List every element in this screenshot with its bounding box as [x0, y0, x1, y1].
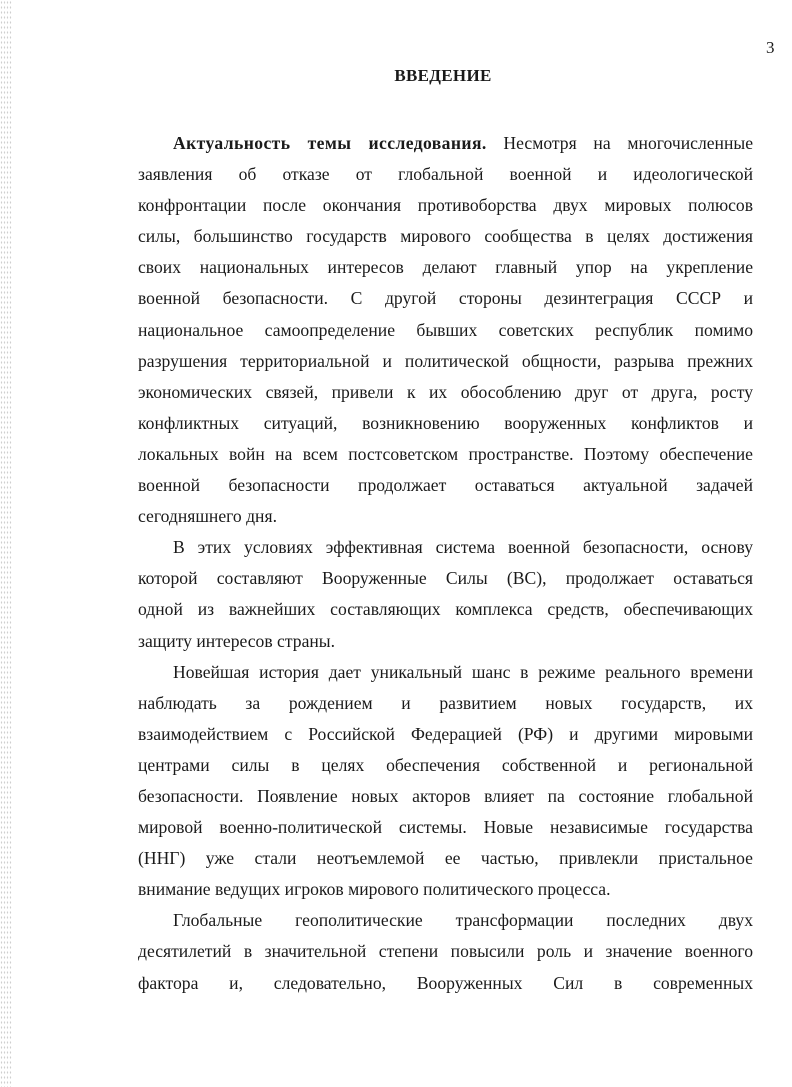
text-line: локальных войн на всем постсоветском пространстве. Поэтому обеспечение — [138, 443, 753, 464]
paragraph-lead-heading: Актуальность темы исследования. — [173, 133, 487, 153]
paragraph-relevance — [138, 128, 753, 532]
text-line: своих национальных интересов делают главный упор на укрепление — [138, 257, 753, 278]
scan-edge-artifact — [0, 0, 12, 1087]
text-line: конфликтных ситуаций, возникновению вооруженных конфликтов и — [138, 412, 753, 433]
text-line: силы, большинство государств мирового сообщества в целях достижения — [138, 226, 753, 247]
text-line: сегодняшнего дня. — [138, 506, 277, 527]
text-line: защиту интересов страны. — [138, 630, 336, 651]
paragraph-armed-forces — [138, 532, 753, 656]
text-line: В этих условиях эффективная система военной безопасности, основу — [173, 537, 753, 558]
document-body — [138, 128, 753, 999]
text-line: фактора и, следовательно, Вооруженных Сил в современных — [138, 972, 753, 993]
text-line: национальное самоопределение бывших советских республик помимо — [138, 319, 753, 340]
text-line: которой составляют Вооруженные Силы (ВС), продолжает оставаться — [138, 568, 753, 589]
paragraph-geopolitical — [138, 905, 753, 998]
text-line: заявления об отказе от глобальной военной и идеологической — [138, 164, 753, 185]
text-line: центрами силы в целях обеспечения собственной и региональной — [138, 754, 753, 775]
text-line: Актуальность темы исследования. Несмотря на многочисленные — [173, 133, 754, 153]
text-line: взаимодействием с Российской Федерацией (РФ) и другими мировыми — [138, 723, 753, 744]
section-title: ВВЕДЕНИЕ — [394, 66, 492, 85]
text-line: мировой военно-политической системы. Новые независимые государства — [138, 817, 753, 838]
text-line: военной безопасности продолжает оставаться актуальной задачей — [138, 475, 753, 496]
text-line: военной безопасности. С другой стороны дезинтеграция СССР и — [138, 288, 753, 309]
text-line: Глобальные геополитические трансформации последних двух — [173, 910, 753, 931]
page-number: 3 — [766, 38, 775, 57]
text-line: безопасности. Появление новых акторов влияет па состояние глобальной — [138, 785, 753, 806]
text-line: Новейшая история дает уникальный шанс в режиме реального времени — [173, 661, 753, 682]
text-line: экономических связей, привели к их обособлению друг от друга, росту — [138, 381, 753, 402]
text-line: внимание ведущих игроков мирового политического процесса. — [138, 879, 611, 900]
text-line: конфронтации после окончания противоборства двух мировых полюсов — [138, 195, 753, 216]
text-line: десятилетий в значительной степени повысили роль и значение военного — [138, 941, 753, 962]
text-line: одной из важнейших составляющих комплекса средств, обеспечивающих — [138, 599, 753, 620]
text-line: наблюдать за рождением и развитием новых государств, их — [138, 692, 753, 713]
paragraph-new-states — [138, 657, 753, 906]
text-line: разрушения территориальной и политической общности, разрыва прежних — [138, 350, 753, 371]
text-line: (ННГ) уже стали неотъемлемой ее частью, привлекли пристальное — [138, 848, 753, 869]
